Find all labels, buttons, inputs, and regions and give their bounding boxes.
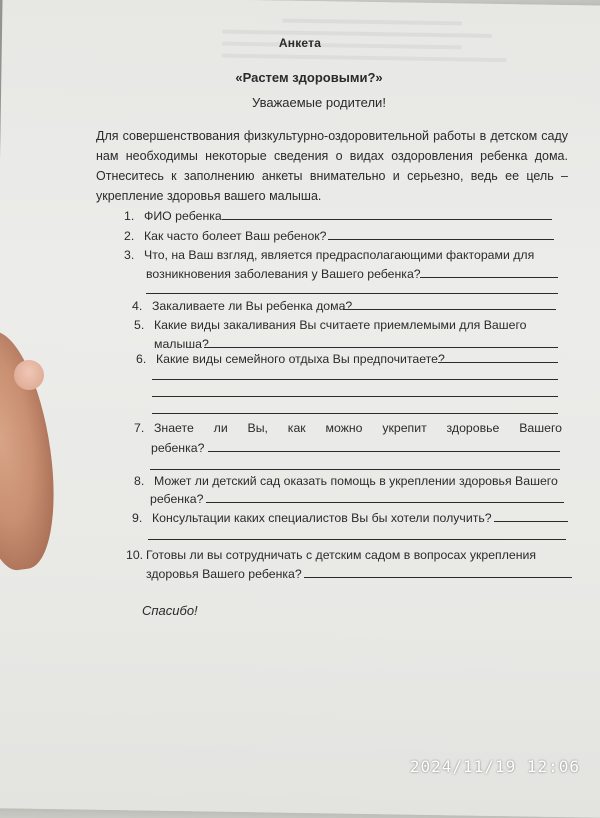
question-3 [124, 246, 560, 265]
question-9 [132, 509, 492, 528]
greeting: Уважаемые родители! [252, 95, 386, 110]
answer-line[interactable] [152, 396, 558, 397]
question-number: 1. [124, 209, 135, 223]
question-text: Консультации каких специалистов Вы бы хотели получить? [152, 511, 492, 525]
answer-line[interactable] [343, 309, 556, 310]
answer-line[interactable] [208, 451, 560, 452]
answer-line[interactable] [204, 347, 558, 348]
question-1 [124, 207, 222, 226]
question-10 [126, 546, 572, 565]
answer-line[interactable] [148, 539, 566, 540]
question-text: возникновения заболевания у Вашего ребенка? [146, 267, 421, 281]
answer-line[interactable] [328, 239, 554, 240]
question-text: Закаливаете ли Вы ребенка дома? [152, 299, 353, 313]
question-4 [132, 297, 352, 316]
answer-line[interactable] [494, 521, 568, 522]
question-text: Может ли детский сад оказать помощь в укреплении здоровья Вашего [154, 474, 558, 488]
question-text: Какие виды закаливания Вы считаете приемлемыми для Вашего [154, 318, 527, 332]
answer-line[interactable] [146, 293, 558, 294]
question-text: ребенка? [151, 441, 205, 455]
question-number: 5. [134, 318, 145, 332]
question-3-cont [146, 265, 421, 284]
intro-paragraph: Для совершенствования физкультурно-оздоровительной работы в детском саду нам необходимы некоторые сведения о видах оздоровления ребенка дома. Отнеситесь к заполнению анкеты внимательно и серьезно, ведь ее цель – укрепление здоровья вашего малыша. [96, 129, 568, 203]
question-number: 10. [126, 548, 144, 562]
answer-line[interactable] [438, 362, 558, 363]
question-text: Какие виды семейного отдыха Вы предпочитаете? [156, 352, 445, 366]
question-text: Как часто болеет Ваш ребенок? [144, 229, 327, 243]
question-number: 2. [124, 229, 135, 243]
camera-timestamp: 2024/11/19 12:06 [409, 757, 580, 776]
question-8-cont [150, 490, 203, 509]
document-subtitle: «Растем здоровыми?» [235, 70, 383, 85]
answer-line[interactable] [206, 502, 564, 503]
answer-line[interactable] [222, 219, 552, 220]
question-number: 4. [132, 299, 143, 313]
question-number: 9. [132, 511, 143, 525]
question-number: 6. [136, 352, 147, 366]
question-text: малыша? [154, 337, 209, 351]
question-8 [134, 472, 558, 491]
question-text: ребенка? [150, 492, 204, 506]
thanks-text: Спасибо! [142, 603, 198, 618]
answer-line[interactable] [152, 413, 558, 414]
question-text: Знаете ли Вы, как можно укрепит здоровье Вашего [154, 421, 562, 435]
answer-line[interactable] [152, 379, 558, 380]
question-6 [136, 350, 445, 369]
document-title: Анкета [278, 36, 322, 50]
question-number: 7. [134, 421, 145, 435]
question-7 [134, 419, 562, 438]
question-text: Готовы ли вы сотрудничать с детским садом в вопросах укрепления [146, 548, 537, 562]
answer-line[interactable] [420, 277, 558, 278]
question-number: 3. [124, 248, 135, 262]
answer-line[interactable] [150, 469, 560, 470]
question-2 [124, 227, 327, 246]
question-5 [134, 316, 560, 335]
question-number: 8. [134, 474, 145, 488]
question-text: ФИО ребенка [144, 209, 222, 223]
question-text: Что, на Ваш взгляд, является предрасполагающими факторами для [144, 248, 535, 262]
question-7-cont [151, 439, 204, 458]
thumbnail-nail [14, 360, 44, 390]
question-text: здоровья Вашего ребенка? [146, 567, 302, 581]
question-10-cont [146, 565, 302, 584]
answer-line[interactable] [304, 577, 572, 578]
